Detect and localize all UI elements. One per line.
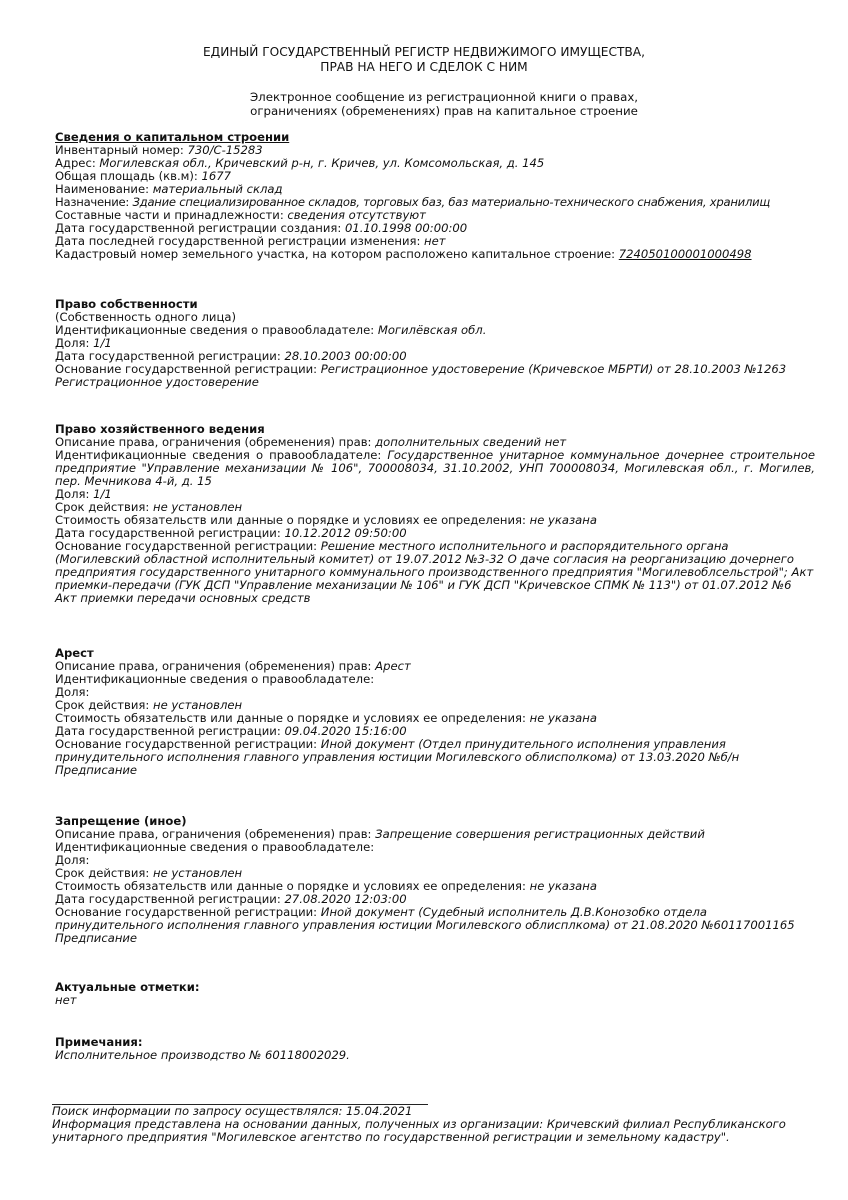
row-value: Могилёвская обл. bbox=[377, 323, 487, 337]
row-value: не указана bbox=[529, 711, 597, 725]
actual-marks-heading: Актуальные отметки: bbox=[55, 980, 200, 994]
row-value: 28.10.2003 00:00:00 bbox=[284, 349, 407, 363]
row-label: Идентификационные сведения о правообладателе: bbox=[55, 448, 388, 462]
cadastral-label: Кадастровый номер земельного участка, на котором расположено капитальное строение: bbox=[55, 247, 619, 261]
row-label: Идентификационные сведения о правообладателе: bbox=[55, 323, 378, 337]
row-value: не указана bbox=[529, 513, 597, 527]
row-value: 1/1 bbox=[93, 487, 112, 501]
arrest-basis-row-2: Предписание bbox=[55, 763, 138, 777]
capital-structure-section bbox=[55, 131, 815, 261]
search-date-line: Поиск информации по запросу осуществлялся: 15.04.2021 bbox=[52, 1104, 413, 1118]
document-subtitle bbox=[20, 90, 848, 118]
arrest-heading: Арест bbox=[55, 646, 94, 660]
row-value: нет bbox=[424, 234, 446, 248]
actual-marks-section bbox=[55, 981, 815, 1007]
row-label: Общая площадь (кв.м): bbox=[55, 169, 202, 183]
row-label: Доля: bbox=[55, 336, 94, 350]
row-value: Здание специализированное складов, торговых баз, баз материально-технического снабжения, хранилищ bbox=[132, 195, 771, 209]
row-value: не установлен bbox=[152, 866, 243, 880]
row-label: Доля: bbox=[55, 487, 94, 501]
row-label: Основание государственной регистрации: bbox=[55, 362, 321, 376]
ownership-holder-row bbox=[55, 324, 815, 337]
row-label: Стоимость обязательств или данные о порядке и условиях ее определения: bbox=[55, 879, 530, 893]
row-value: не установлен bbox=[152, 500, 243, 514]
title-line-2: ПРАВ НА НЕГО И СДЕЛОК С НИМ bbox=[320, 60, 528, 74]
row-value: материальный склад bbox=[152, 182, 283, 196]
subtitle-line-1: Электронное сообщение из регистрационной книги о правах, bbox=[249, 90, 639, 104]
row-label: Адрес: bbox=[55, 156, 100, 170]
row-value: не указана bbox=[529, 879, 597, 893]
row-label: Описание права, ограничения (обременения) прав: bbox=[55, 435, 376, 449]
row-label: Наименование: bbox=[55, 182, 153, 196]
prohibition-section bbox=[55, 815, 815, 945]
row-label: Стоимость обязательств или данные о порядке и условиях ее определения: bbox=[55, 711, 530, 725]
ownership-section bbox=[55, 298, 815, 389]
actual-marks-value: нет bbox=[55, 993, 77, 1007]
row-label: Дата государственной регистрации: bbox=[55, 724, 285, 738]
cadastral-row bbox=[55, 248, 815, 261]
row-value: 730/С-15283 bbox=[187, 143, 263, 157]
row-label: Дата последней государственной регистрации изменения: bbox=[55, 234, 425, 248]
row-label: Стоимость обязательств или данные о порядке и условиях ее определения: bbox=[55, 513, 530, 527]
row-label: Основание государственной регистрации: bbox=[55, 905, 321, 919]
prohibition-holder-row: Идентификационные сведения о правообладателе: bbox=[55, 840, 375, 854]
row-label: Составные части и принадлежности: bbox=[55, 208, 288, 222]
ownership-heading: Право собственности bbox=[55, 297, 198, 311]
row-value: 01.10.1998 00:00:00 bbox=[344, 221, 468, 235]
notes-heading: Примечания: bbox=[55, 1035, 143, 1049]
economic-right-section bbox=[55, 423, 815, 605]
row-label: Инвентарный номер: bbox=[55, 143, 188, 157]
row-value: 10.12.2012 09:50:00 bbox=[284, 526, 407, 540]
arrest-share-row: Доля: bbox=[55, 685, 90, 699]
row-label: Дата государственной регистрации: bbox=[55, 526, 285, 540]
capital-heading: Сведения о капитальном строении bbox=[55, 130, 290, 144]
row-value: дополнительных сведений нет bbox=[375, 435, 567, 449]
row-label: Дата государственной регистрации создания: bbox=[55, 221, 345, 235]
prohibition-basis-row-2: Предписание bbox=[55, 931, 138, 945]
row-value: Иной документ (Судебный исполнитель Д.В.Конозобко отдела принудительного исполнения главного управления юстиции Могилевского облисплкома) от 21.08.2020 №60117001165 bbox=[55, 905, 795, 932]
row-value: Иной документ (Отдел принудительного исполнения управления принудительного исполнения главного управления юстиции Могилевского облисполкома) от 13.03.2020 №б/н bbox=[55, 737, 740, 764]
row-value: Арест bbox=[375, 659, 411, 673]
row-value: 09.04.2020 15:16:00 bbox=[284, 724, 407, 738]
source-line: Информация представлена на основании данных, полученных из организации: Кричевский филиал Республиканского унитарного предприятия "Могилевское агентство по государственной регистрации и земельному кадастру". bbox=[52, 1117, 786, 1144]
row-value: 27.08.2020 12:03:00 bbox=[284, 892, 407, 906]
arrest-section bbox=[55, 647, 815, 777]
row-value: Могилевская обл., Кричевский р-н, г. Кричев, ул. Комсомольская, д. 145 bbox=[99, 156, 545, 170]
subtitle-line-2: ограничениях (обременениях) прав на капитальное строение bbox=[250, 104, 638, 118]
arrest-holder-row: Идентификационные сведения о правообладателе: bbox=[55, 672, 375, 686]
cadastral-number-link[interactable]: 724050100001000498 bbox=[618, 247, 752, 261]
row-label: Описание права, ограничения (обременения) прав: bbox=[55, 827, 376, 841]
row-value: сведения отсутствуют bbox=[287, 208, 426, 222]
prohibition-heading: Запрещение (иное) bbox=[55, 814, 187, 828]
row-value: 1677 bbox=[201, 169, 232, 183]
title-line-1: ЕДИНЫЙ ГОСУДАРСТВЕННЫЙ РЕГИСТР НЕДВИЖИМОГО ИМУЩЕСТВА, bbox=[202, 45, 646, 59]
row-label: Назначение: bbox=[55, 195, 133, 209]
economic-heading: Право хозяйственного ведения bbox=[55, 422, 265, 436]
row-label: Срок действия: bbox=[55, 866, 153, 880]
row-label: Основание государственной регистрации: bbox=[55, 539, 321, 553]
row-label: Основание государственной регистрации: bbox=[55, 737, 321, 751]
row-value: Решение местного исполнительного и распорядительного органа (Могилевский областной исполнительный комитет) от 19.07.2012 №3-32 О даче согласия на реорганизацию дочернего предприятия государственного унитарного коммунального производственного предприятия "Могилевоблсельстрой"; Акт приемки-передачи (ГУК ДСП "Управление механизации № 106" и ГУК ДСП "Кричевское СПМК № 113") от 01.07.2012 №6 Акт приемки передачи основных средств bbox=[55, 539, 814, 605]
row-value: Регистрационное удостоверение (Кричевское МБРТИ) от 28.10.2003 №1263 bbox=[320, 362, 787, 376]
notes-section bbox=[55, 1036, 815, 1062]
ownership-note: (Собственность одного лица) bbox=[55, 310, 236, 324]
prohibition-basis-row bbox=[55, 906, 815, 932]
row-label: Дата государственной регистрации: bbox=[55, 349, 285, 363]
arrest-basis-row bbox=[55, 738, 815, 764]
row-value: 1/1 bbox=[93, 336, 112, 350]
row-label: Описание права, ограничения (обременения) прав: bbox=[55, 659, 376, 673]
document-title bbox=[0, 45, 848, 75]
notes-value: Исполнительное производство № 60118002029. bbox=[55, 1048, 350, 1062]
prohibition-share-row: Доля: bbox=[55, 853, 90, 867]
economic-holder-row bbox=[55, 449, 815, 488]
row-label: Срок действия: bbox=[55, 698, 153, 712]
row-value: Запрещение совершения регистрационных действий bbox=[375, 827, 705, 841]
row-label: Дата государственной регистрации: bbox=[55, 892, 285, 906]
row-value: не установлен bbox=[152, 698, 243, 712]
economic-basis-row bbox=[55, 540, 815, 605]
ownership-basis-row-2: Регистрационное удостоверение bbox=[55, 375, 259, 389]
row-value: Государственное унитарное коммунальное дочернее строительное предприятие "Управление механизации № 106", 700008034, 31.10.2002, УНП 700008034, Могилевская обл., г. Могилев, пер. Мечникова 4-й, д. 15 bbox=[55, 448, 815, 488]
row-label: Срок действия: bbox=[55, 500, 153, 514]
footer bbox=[52, 1105, 812, 1144]
